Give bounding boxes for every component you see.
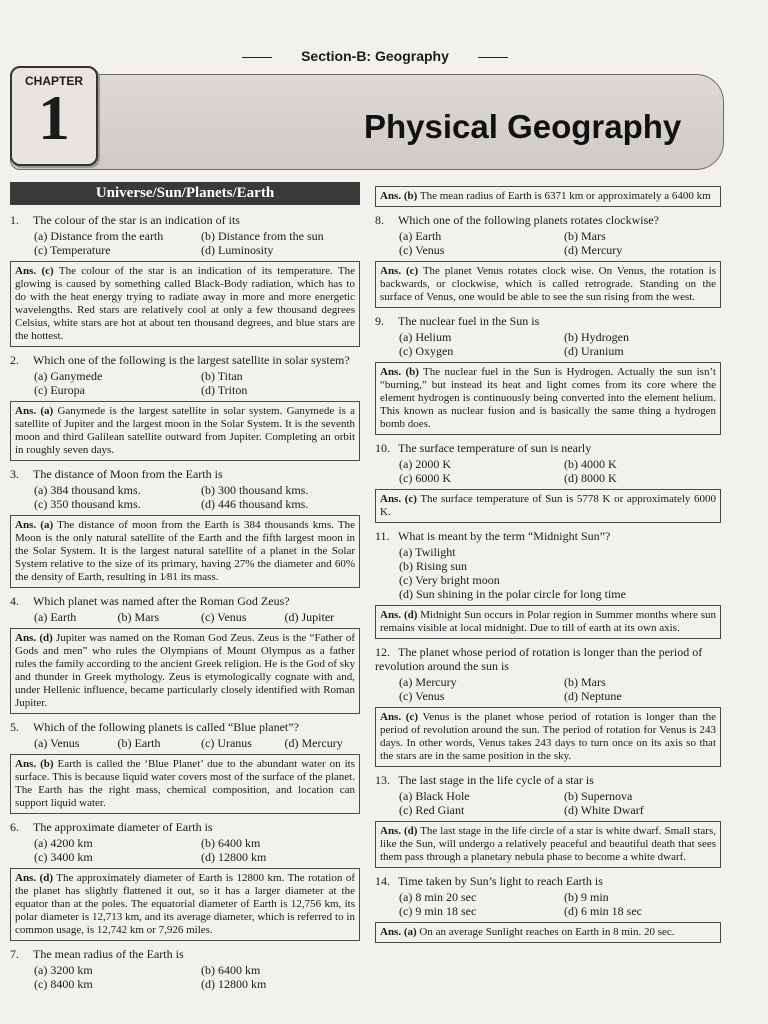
answer-label: Ans. (d) [380, 825, 418, 837]
option: (d) White Dwarf [564, 803, 644, 817]
question-number: 12. [375, 645, 390, 659]
option: (a) 2000 K [399, 457, 451, 471]
option: (d) Mercury [284, 736, 343, 750]
options-list [34, 229, 360, 257]
options-list [34, 369, 360, 397]
option: (d) 6 min 18 sec [564, 904, 642, 918]
question-number: 10. [375, 441, 390, 455]
answer-label: Ans. (a) [380, 926, 417, 938]
option: (a) Distance from the earth [34, 229, 164, 243]
option: (d) Neptune [564, 689, 622, 703]
question [10, 594, 360, 608]
option: (d) Luminosity [201, 243, 274, 257]
options-list [34, 836, 360, 864]
option: (c) Oxygen [399, 344, 454, 358]
option: (a) Mercury [399, 675, 457, 689]
option: (d) Uranium [564, 344, 624, 358]
answer-box [375, 821, 721, 868]
answer-label: Ans. (b) [380, 366, 419, 378]
option: (a) 3200 km [34, 963, 93, 977]
question [10, 467, 360, 481]
answer-text: Midnight Sun occurs in Polar region in Summer months where sun remains visible at local midnight. Due to till of earth at its own axis. [380, 609, 716, 634]
option: (d) 8000 K [564, 471, 617, 485]
answer-text: The surface temperature of Sun is 5778 K or approximately 6000 K. [380, 493, 716, 518]
answer-label: Ans. (d) [380, 609, 418, 621]
answer-text: The planet Venus rotates clock wise. On Venus, the rotation is backwards, or clockwise, which is called retrograde. Standing on the surface of Venus, one would be able to see the sun rising from the west. [380, 265, 716, 303]
question-text: The nuclear fuel in the Sun is [398, 314, 540, 328]
options-list [34, 963, 360, 991]
right-column [375, 182, 721, 949]
question-number: 14. [375, 874, 390, 888]
options-list [399, 890, 721, 918]
options-list [399, 457, 721, 485]
options-list [34, 610, 360, 624]
question-number: 7. [10, 947, 19, 961]
question-text: Time taken by Sun’s light to reach Earth is [398, 874, 603, 888]
answer-box [375, 605, 721, 639]
question [375, 314, 721, 328]
chapter-title: Physical Geography [364, 108, 682, 145]
question [10, 947, 360, 961]
answer-box [10, 515, 360, 588]
answer-text: The approximately diameter of Earth is 12800 km. The rotation of the planet has slightly flattened it out, so it has a larger diameter at the equator than at the poles. The equatorial diameter of Earth is 12,756 km, its polar diameter is 12,713 km, and its average diameter, which is referred to in common usage, is 12,742 km or 7,926 miles. [15, 872, 355, 936]
question-text: Which planet was named after the Roman God Zeus? [33, 594, 290, 608]
question-number: 2. [10, 353, 19, 367]
answer-text: Earth is called the ‘Blue Planet’ due to the abundant water on its surface. This is because liquid water covers most of the surface of the planet. The Earth has the right mass, chemical composition, and location can support liquid water. [15, 758, 356, 809]
option: (a) 8 min 20 sec [399, 890, 477, 904]
option: (a) Black Hole [399, 789, 470, 803]
option: (b) Supernova [564, 789, 633, 803]
chapter-number: 1 [38, 82, 70, 153]
option: (c) Temperature [34, 243, 111, 257]
question-number: 9. [375, 314, 384, 328]
option: (c) Uranus [201, 736, 252, 750]
answer-box [10, 754, 360, 814]
option: (d) Jupiter [284, 610, 335, 624]
answer-label: Ans. (c) [380, 711, 418, 723]
options-list [34, 736, 360, 750]
option: (c) Venus [399, 243, 445, 257]
answer-label: Ans. (a) [15, 405, 54, 417]
option: (d) 446 thousand kms. [201, 497, 309, 511]
option: (b) Earth [117, 736, 161, 750]
answer-box [375, 186, 721, 207]
answer-text: Jupiter was named on the Roman God Zeus. Zeus is the “Father of Gods and men” who rules the Olympians of Mount Olympus as a father rules the family according to the ancient Greek religion. He is the God of sky and thunder in Greek mythology. Zeus is etymologically cognate with and, under Hellenic influence, became particularly closely identified with Roman Jupiter. [15, 632, 355, 709]
option: (c) 350 thousand kms. [34, 497, 141, 511]
topic-heading: Universe/Sun/Planets/Earth [10, 182, 360, 205]
options-list [34, 483, 360, 511]
question-text: The approximate diameter of Earth is [33, 820, 213, 834]
option: (d) Triton [201, 383, 248, 397]
answer-box [375, 261, 721, 308]
options-list [399, 330, 721, 358]
question [10, 213, 360, 227]
option: (a) Earth [399, 229, 442, 243]
answer-box [10, 401, 360, 461]
option: (b) 300 thousand kms. [201, 483, 309, 497]
option: (d) Sun shining in the polar circle for long time [399, 587, 626, 601]
option: (b) Mars [117, 610, 160, 624]
option: (b) Mars [564, 675, 606, 689]
question-number: 8. [375, 213, 384, 227]
answer-label: Ans. (d) [15, 872, 54, 884]
answer-label: Ans. (c) [380, 265, 419, 277]
answer-text: Venus is the planet whose period of rotation is longer than the period of revolution around the sun. The period of rotation for Venus is 243 days. In other words, Venus takes 243 days to turn once on its axis so that the stars are in the same position in the sky. [380, 711, 716, 762]
answer-text: The colour of the star is an indication of its temperature. The glowing is caused by something called Black-Body radiation, which has to do with the heat energy trying to radiate away in more and more energetic wavelengths. Red stars are relatively cool at only a few thousand degrees Celsius, white stars are hot at about ten thousand degrees, and blue stars are the hottest. [15, 265, 355, 342]
option: (c) 3400 km [34, 850, 93, 864]
option: (a) 4200 km [34, 836, 93, 850]
question [375, 773, 721, 787]
option: (d) Mercury [564, 243, 623, 257]
answer-label: Ans. (a) [15, 519, 54, 531]
question-text: Which of the following planets is called “Blue planet”? [33, 720, 299, 734]
question [375, 213, 721, 227]
chapter-box [10, 66, 98, 166]
answer-text: Ganymede is the largest satellite in solar system. Ganymede is a satellite of Jupiter and the largest moon in the Solar System. It is the seventh moon and third Galilean satellite outward from Jupiter. Completing an orbit in roughly seven days. [15, 405, 356, 456]
answer-box [375, 489, 721, 523]
answer-text: On an average Sunlight reaches on Earth in 8 min. 20 sec. [419, 926, 675, 938]
answer-label: Ans. (d) [15, 632, 53, 644]
answer-box [375, 362, 721, 435]
option: (d) 12800 km [201, 977, 267, 991]
question-text: The mean radius of the Earth is [33, 947, 184, 961]
answer-text: The nuclear fuel in the Sun is Hydrogen. Actually the sun isn’t “burning,” but instead its heat and light comes from its core where the element hydrogen is continuously being converted into the element helium. This known as nuclear fusion and is basically the same thing a hydrogen bomb does. [380, 366, 716, 430]
option: (c) 6000 K [399, 471, 451, 485]
question-number: 3. [10, 467, 19, 481]
question-number: 13. [375, 773, 390, 787]
option: (a) Venus [34, 736, 80, 750]
option: (c) Red Giant [399, 803, 465, 817]
option: (d) 12800 km [201, 850, 267, 864]
option: (c) 8400 km [34, 977, 93, 991]
option: (c) Very bright moon [399, 573, 500, 587]
question [375, 874, 721, 888]
answer-label: Ans. (b) [380, 190, 418, 202]
option: (a) Helium [399, 330, 452, 344]
answer-box [10, 628, 360, 714]
question-text: Which one of the following planets rotates clockwise? [398, 213, 659, 227]
option: (a) Earth [34, 610, 77, 624]
option: (b) 9 min [564, 890, 609, 904]
option: (a) 384 thousand kms. [34, 483, 141, 497]
option: (b) Titan [201, 369, 243, 383]
option: (c) Venus [399, 689, 445, 703]
option: (b) 4000 K [564, 457, 617, 471]
question-text: The planet whose period of rotation is longer than the period of revolution around the sun is [375, 645, 703, 673]
option: (b) Mars [564, 229, 606, 243]
answer-box [10, 261, 360, 347]
question [375, 441, 721, 455]
answer-box [10, 868, 360, 941]
left-column [10, 182, 360, 991]
chapter-label: CHAPTER [24, 74, 83, 88]
answer-label: Ans. (c) [380, 493, 417, 505]
question [10, 820, 360, 834]
option: (a) Ganymede [34, 369, 103, 383]
option: (b) 6400 km [201, 836, 261, 850]
question-text: The colour of the star is an indication of its [33, 213, 240, 227]
option: (c) Europa [34, 383, 85, 397]
answer-box [375, 707, 721, 767]
option: (c) Venus [201, 610, 247, 624]
question-number: 1. [10, 213, 19, 227]
answer-label: Ans. (c) [15, 265, 54, 277]
option: (b) 6400 km [201, 963, 261, 977]
question-text: What is meant by the term “Midnight Sun”? [398, 529, 611, 543]
answer-text: The last stage in the life circle of a star is white dwarf. Small stars, like the Sun, will undergo a relatively peaceful and beautiful death that sees them pass through a planetary nebula phase to become a white dwarf. [380, 825, 716, 863]
answer-box [375, 922, 721, 943]
question-number: 11. [375, 529, 390, 543]
option: (b) Distance from the sun [201, 229, 324, 243]
options-list [399, 675, 721, 703]
question [10, 353, 360, 367]
options-list [399, 545, 721, 601]
option: (b) Rising sun [399, 559, 468, 573]
option: (c) 9 min 18 sec [399, 904, 477, 918]
answer-text: The mean radius of Earth is 6371 km or approximately a 6400 km [419, 190, 711, 202]
question [375, 645, 721, 673]
options-list [399, 789, 721, 817]
question [375, 529, 721, 543]
question-text: The distance of Moon from the Earth is [33, 467, 223, 481]
question [10, 720, 360, 734]
option: (b) Hydrogen [564, 330, 629, 344]
option: (a) Twilight [399, 545, 456, 559]
answer-text: The distance of moon from the Earth is 384 thousands kms. The Moon is the only natural satellite of the Earth and the fifth largest moon in the Solar System. It is the largest natural satellite of a planet in the Solar System relative to the size of its primary, having 27% the diameter and 60% the density of Earth, resulting in 1⁄81 its mass. [15, 519, 355, 583]
section-heading: Section-B: Geography [250, 48, 500, 64]
question-number: 5. [10, 720, 19, 734]
answer-label: Ans. (b) [15, 758, 54, 770]
question-number: 6. [10, 820, 19, 834]
options-list [399, 229, 721, 257]
question-text: The last stage in the life cycle of a star is [398, 773, 594, 787]
question-number: 4. [10, 594, 19, 608]
question-text: Which one of the following is the largest satellite in solar system? [33, 353, 350, 367]
question-text: The surface temperature of sun is nearly [398, 441, 592, 455]
